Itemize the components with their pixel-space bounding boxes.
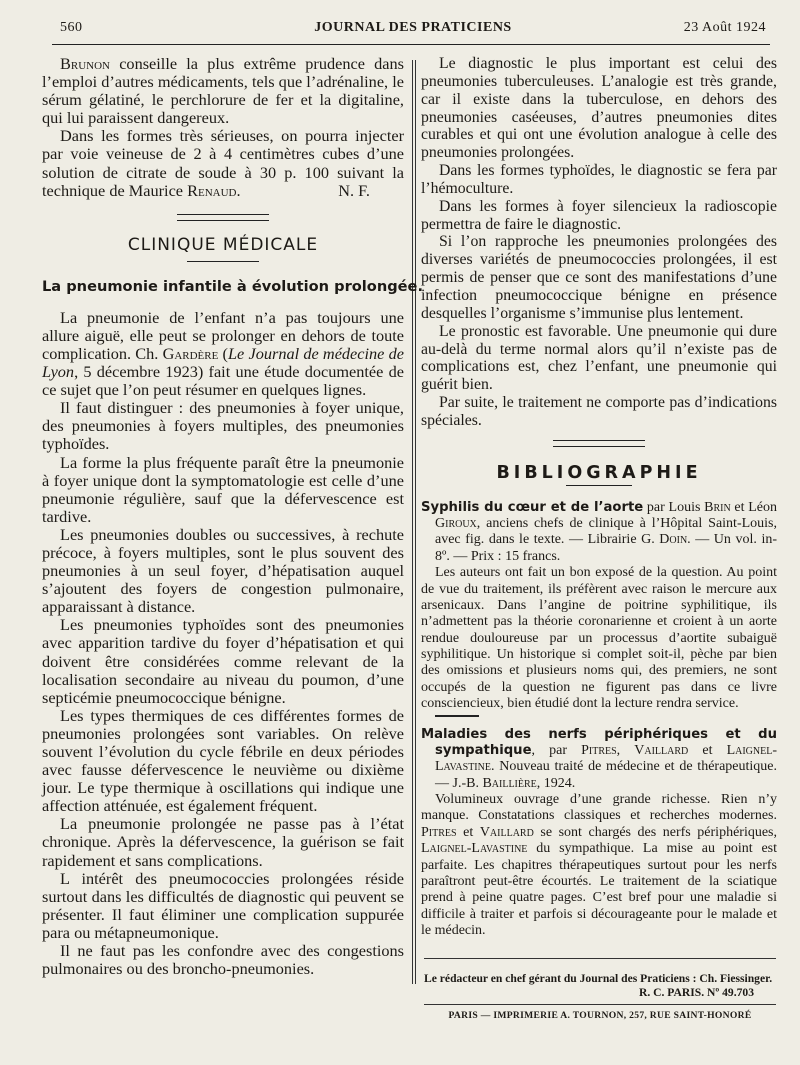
bibliography-entry-heading: Syphilis du cœur et de l’aorte par Louis Brin et Léon Giroux, anciens chefs de clinique à l’Hôpital Saint-Louis, avec fig. dans le texte. — Librairie G. Doin. — Un vol. in-8º. — Prix : 15 francs.	[421, 499, 778, 564]
bibliography-entry-heading: Maladies des nerfs périphériques et du sympathique, par Pitres, Vaillard et Laignel-Lavastine. Nouveau traité de médecine et de thérapeutique. — J.-B. Baillière, 1924.	[421, 726, 777, 791]
article-paragraph: Dans les formes typhoïdes, le diagnostic se fera par l’hémoculture.	[421, 162, 777, 197]
section-title: CLINIQUE MÉDICALE	[127, 234, 319, 255]
page-header	[60, 20, 766, 42]
section-separator	[553, 440, 645, 447]
book-title: Syphilis du cœur et de l’aorte	[421, 499, 644, 515]
article-title: La pneumonie infantile à évolution prolongée.	[42, 277, 423, 295]
entry-rule	[435, 715, 479, 717]
bibliography-entry-review: Volumineux ouvrage d’une grande richesse. Rien n’y manque. Constatations classiques et recherches modernes. Pitres et Vaillard se sont chargés des nerfs périphériques, Laignel-Lavastine du sympathique. La mise au point est parfaite. Les chapitres thérapeutiques surtout pour les nerfs paraîtront peut-être écourtés. Le traitement de la sciatique prend à peine quatre pages. C’est bref pour une maladie si difficile à traiter et parfois si décourageante pour le malade et le médecin.	[421, 792, 778, 939]
section-title-rule	[187, 261, 259, 262]
header-rule	[52, 44, 770, 45]
section-separator	[177, 214, 269, 221]
editor-line: Le rédacteur en chef gérant du Journal des Praticiens : Ch. Fiessinger.	[424, 972, 773, 985]
issue-date: 23 Août 1924	[683, 20, 766, 35]
left-column	[42, 54, 423, 979]
registration-line: R. C. PARIS. Nº 49.703	[638, 986, 754, 999]
article-paragraph: Les pneumonies typhoïdes sont des pneumonies avec apparition tardive du foyer d’hépatisation et qui doivent être considérées comme relevant de la localisation secondaire au niveau du poumon, d’une septicémie pneumococcique bénigne.	[42, 615, 404, 707]
printer-credit: PARIS — IMPRIMERIE A. TOURNON, 257, RUE SAINT-HONORÉ	[448, 1010, 752, 1021]
signature: N. F.	[338, 180, 370, 200]
intro-paragraph-1: Brunon conseille la plus extrême prudence dans l’emploi d’autres médicaments, tels que l’adrénaline, le sérum gélatiné, le perchlorure de fer et la digitaline, qui lui paraissent dangereux.	[42, 54, 404, 128]
bibliography-title: BIBLIOGRAPHIE	[496, 462, 702, 483]
article-paragraph: La forme la plus fréquente paraît être la pneumonie à foyer unique dont la symptomatologie est celle d’une pneumonie régulière, sauf que la défervescence est tardive.	[42, 452, 404, 526]
column-divider	[412, 60, 416, 984]
article-paragraph: Par suite, le traitement ne comporte pas d’indications spéciales.	[421, 394, 777, 429]
article-paragraph: L intérêt des pneumococcies prolongées réside surtout dans les difficultés de diagnostic qui peuvent se présenter. Il faut éliminer une complication suppurée para ou métapneumonique.	[42, 868, 404, 942]
right-column	[421, 55, 777, 939]
journal-reference: Le Journal de médecine de Lyon	[42, 343, 404, 382]
footer-rule	[424, 1004, 776, 1005]
journal-title: JOURNAL DES PRATICIENS	[314, 20, 512, 35]
author-name: Gardère	[162, 343, 219, 363]
article-paragraph: Dans les formes à foyer silencieux la radioscopie permettra de faire le diagnostic.	[421, 197, 777, 233]
editor-credit	[424, 972, 776, 1000]
article-paragraph: La pneumonie de l’enfant n’a pas toujours une allure aiguë, elle peut se prolonger en dehors de toute complication. Ch. Gardère (Le Journal de médecine de Lyon, 5 décembre 1923) fait une étude documentée de ce sujet que l’on peut résumer en quelques lignes.	[42, 307, 404, 400]
article-paragraph: Le pronostic est favorable. Une pneumonie qui dure au-delà du terme normal alors qu’il n’existe pas de complications est, chez l’enfant, une pneumonie qui guérit bien.	[421, 322, 777, 394]
book-title: Maladies des nerfs périphériques et du sympathique	[421, 726, 777, 758]
intro-paragraph-2: Dans les formes très sérieuses, on pourra injecter par voie veineuse de 2 à 4 centimètres cubes d’une solution de citrate de soude à 30 p. 100 suivant la technique de Maurice Renaud. N. F.	[42, 126, 404, 200]
author-name: Renaud	[187, 180, 237, 200]
article-paragraph: Il faut distinguer : des pneumonies à foyer unique, des pneumonies à foyers multiples, des pneumonies typhoïdes.	[42, 398, 404, 454]
article-paragraph: Il ne faut pas les confondre avec des congestions pulmonaires ou des broncho-pneumonies.	[42, 941, 404, 979]
page-number: 560	[60, 20, 83, 35]
article-paragraph: Si l’on rapproche les pneumonies prolongées des diverses variétés de pneumococcies prolongées, il est permis de penser que ce sont des manifestations d’une infection pneumococcique bénigne en présence desquelles l’organisme s’immunise plus lentement.	[421, 233, 777, 322]
article-paragraph: Les pneumonies doubles ou successives, à rechute précoce, à foyers multiples, sont le plus souvent des pneumonies à un seul foyer, d’hépatisation auquel s’ajoutent des foyers de congestion pulmonaire, apparaissant à distance.	[42, 524, 404, 617]
bibliography-title-rule	[566, 485, 632, 486]
article-paragraph: Le diagnostic le plus important est celui des pneumonies tuberculeuses. L’analogie est très grande, car il existe dans la tuberculose, en dehors des pneumonies caséeuses, d’autres pneumonies dites curables et qui ont une évolution analogue à celle des pneumonies prolongées.	[421, 55, 777, 162]
article-paragraph: La pneumonie prolongée ne passe pas à l’état chronique. Après la défervescence, la guérison se fait rapidement et sans complications.	[42, 814, 404, 870]
bibliography-entry-review: Les auteurs ont fait un bon exposé de la question. Au point de vue du traitement, ils préfèrent avec raison le mercure aux arsenicaux. Dans l’angine de poitrine syphilitique, ils n’admettent pas la théorie coronarienne et croient à un aorte rendue douloureuse par un processus d’aortite subaiguë syphilitique. Un historique si complet soit-il, pèche par bien des omissions et plusieurs noms qui, des premiers, ne sont occupés de la question ne figurent pas dans ce livre consciencieux, bien étudié dont la lecture rendra service.	[421, 565, 777, 712]
author-name: Brunon	[60, 54, 110, 73]
footer-rule	[424, 958, 776, 959]
article-paragraph: Les types thermiques de ces différentes formes de pneumonies prolongées sont variables. On relève souvent l’évolution du cycle fébrile en deux périodes avec fausse défervescence le neuvième ou dixième jour. Le type thermique à oscillations qui indique une affection atténuée, est également fréquent.	[42, 705, 404, 816]
